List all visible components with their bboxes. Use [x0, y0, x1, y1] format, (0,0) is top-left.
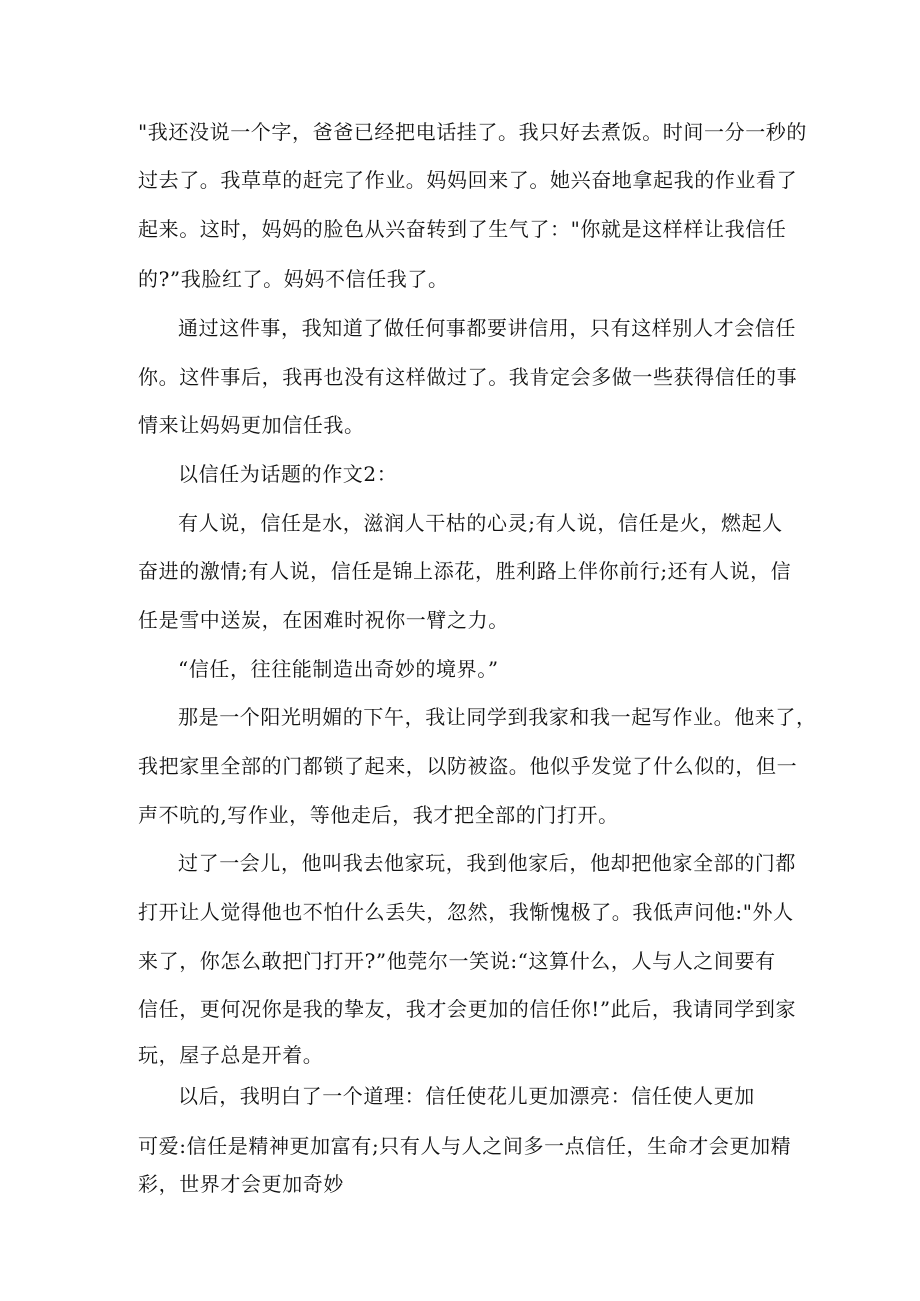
text-line: 以后，我明白了一个道理：信任使花儿更加漂亮：信任使人更加	[178, 1084, 755, 1108]
text-line: 可爱:信任是精神更加富有;只有人与人之间多一点信任，生命才会更加精	[138, 1134, 792, 1158]
text-line: 过去了。我草草的赶完了作业。妈妈回来了。她兴奋地拿起我的作业看了	[138, 168, 798, 192]
text-line: 奋进的激情;有人说，信任是锦上添花，胜利路上伴你前行;还有人说，信	[138, 559, 792, 583]
text-line: 通过这件事，我知道了做任何事都要讲信用，只有这样别人才会信任	[178, 316, 796, 340]
text-line: 信任，更何况你是我的挚友，我才会更加的信任你!”此后，我请同学到家	[138, 997, 797, 1021]
text-line: 任是雪中送炭，在困难时祝你一臂之力。	[138, 608, 509, 632]
text-line: 声不吭的,写作业，等他走后，我才把全部的门打开。	[138, 803, 619, 827]
text-line: 彩，世界才会更加奇妙	[138, 1172, 344, 1196]
text-line: 过了一会儿，他叫我去他家玩，我到他家后，他却把他家全部的门都	[178, 851, 796, 875]
section-heading: 以信任为话题的作文2：	[178, 462, 398, 486]
text-line: 情来让妈妈更加信任我。	[138, 413, 365, 437]
text-line: 打开让人觉得他也不怕什么丢失，忽然，我惭愧极了。我低声问他:"外人	[138, 900, 794, 924]
text-line: 我把家里全部的门都锁了起来，以防被盗。他似乎发觉了什么似的，但一	[138, 754, 798, 778]
text-line: 起来。这时，妈妈的脸色从兴奋转到了生气了："你就是这样样让我信任	[138, 217, 787, 241]
text-line: 玩，屋子总是开着。	[138, 1043, 324, 1067]
text-line: "我还没说一个字，爸爸已经把电话挂了。我只好去煮饭。时间一分一秒的	[138, 120, 807, 144]
text-line: 你。这件事后，我再也没有这样做过了。我肯定会多做一些获得信任的事	[138, 365, 798, 389]
text-line: 的?”我脸红了。妈妈不信任我了。	[138, 267, 449, 291]
text-line: 有人说，信任是水，滋润人干枯的心灵;有人说，信任是火，燃起人	[178, 511, 783, 535]
quote-line: “信任，往往能制造出奇妙的境界。”	[178, 657, 499, 681]
text-line: 来了，你怎么敢把门打开?”他莞尔一笑说:“这算什么，人与人之间要有	[138, 949, 776, 973]
text-line: 那是一个阳光明媚的下午，我让同学到我家和我一起写作业。他来了，	[178, 705, 817, 729]
